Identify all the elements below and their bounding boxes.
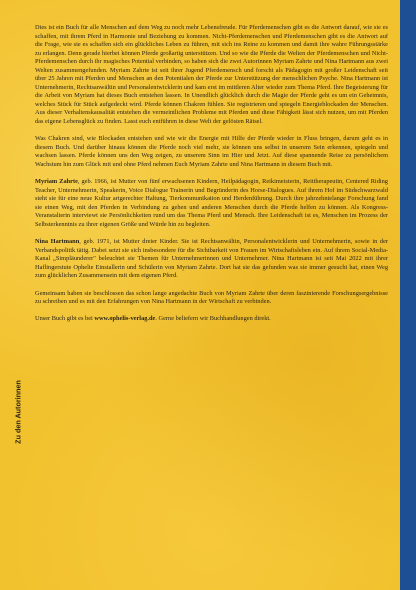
author-bio-zahrte bbox=[35, 178, 388, 229]
section-label bbox=[12, 352, 24, 472]
author-name-hartmann: Nina Hartmann bbox=[35, 238, 80, 245]
author-bio-hartmann bbox=[35, 238, 388, 281]
order-prefix: Unser Buch gibt es bei bbox=[35, 314, 95, 322]
cover-spine bbox=[400, 0, 416, 590]
closing-paragraph: Gemeinsam haben sie beschlossen das schon lange angedachte Buch von Myriam Zahrte über deren faszinierende Forschungsergebnisse zu schreiben und es mit den Erfahrungen von Nina Hartmann in der Wirtschaft zu verbinden. bbox=[35, 289, 388, 305]
order-info bbox=[35, 315, 388, 324]
author-text-zahrte: , geb. 1966, ist Mutter von fünf erwachsenen Kindern, Heilpädagogin, Reikimeisterin, Reittherapeutin, Centered Riding Teacher, Unternehmerin, Speakerin, Voice Dialogue Trainerin und Begründerin des Horse-Dialogues. Auf ihrem Hof im Südschwarzwald steht sie für eine neue Kultur artgerechter Haltung, Tierkommunikation und Herdenführung. Durch ihre jahrzehntelange Forschung fand sie einen Weg, mit den Pferden in Verbindung zu gehen und anderen Menschen durch die Pferde helfen zu können. Als Kongress-Veranstalterin interviewt sie Persönlichkeiten rund um das Thema Pferd und Mensch. Ihre Leidenschaft ist es, Menschen im Prozess der Selbsterkenntnis zu ihrer eigenen Größe und Würde hin zu begleiten. bbox=[35, 178, 388, 228]
intro-paragraph-1: Dies ist ein Buch für alle Menschen auf dem Weg zu noch mehr Lebensfreude. Für Pferdemenschen gibt es die Antwort darauf, wie sie es schaffen, mit ihrem Pferd in Harmonie und Beziehung zu kommen. Nicht-Pferdemenschen und Pferdemenschen gibt es die Antwort auf die Frage, wie sie es schaffen sich ein glückliches Leben zu führen, mit sich ins Reine zu kommen und damit ihre wahre Führungsstärke zu erlangen. Denn gerade hierbei können Pferde großartig unterstützen. Und so wie die Pferde die Welten der Pferdemenschen und Nicht-Pferdemenschen durch ihr magisches Potential verbinden, so haben sich die zwei Autorinnen Myriam Zahrte und Nina Hartmann aus zwei Welten zusammengefunden. Myriam Zahrte ist seit ihrer Jugend Pferdemensch und forscht als Pädagogin mit großer Leidenschaft seit über 25 Jahren mit Pferden und Menschen an den Potentialen der Pferde zur Unterstützung der menschlichen Psyche. Nina Hartmann ist Unternehmerin, Rechtsanwältin und Personalentwicklerin und kam erst im mittleren Alter wieder zum Thema Pferd. Ihre Begeisterung für die Arbeit von Myriam hat dieses Buch entstehen lassen. In Unendlich glücklich durch die Magie der Pferde geht es um ein Geheimnis, welches Stück für Stück aufgedeckt wird. Pferde können Chakren fühlen. Sie registrieren und spiegeln Energieblockaden der Menschen. Aus dieser Verhaltenskausalität entstehen die vermeintlichen Probleme mit Pferden und diese Fähigkeit lässt sich nutzen, um mit Pferden das eigene Lebensglück zu finden. Lasst euch entführen in diese Welt der gelösten Rätsel. bbox=[35, 24, 388, 125]
intro-paragraph-2: Was Chakren sind, wie Blockaden entstehen und wie wir die Energie mit Hilfe der Pferde wieder in Fluss bringen, darum geht es in diesem Buch. Und darüber hinaus können die Pferde noch viel mehr, sie können uns selbst in unserem Sein erkennen, spiegeln und wachsen lassen. Pferde können uns den Weg zeigen, zu unserem Sinn im Hier und Jetzt. Auf diese spannende Reise zu persönlichem Wachstum hin zum Glück mit und ohne Pferd nehmen Euch Myriam Zahrte und Nina Hartmann in diesem Buch mit. bbox=[35, 135, 388, 168]
publisher-link[interactable]: www.ophelis-verlag.de bbox=[94, 314, 156, 322]
author-name-zahrte: Myriam Zahrte bbox=[35, 178, 78, 185]
author-text-hartmann: , geb. 1971, ist Mutter dreier Kinder. Sie ist Rechtsanwältin, Personalentwicklerin und Unternehmerin, sowie in der Verbandspolitik tätig. Dabei setzt sie sich insbesondere für die Sichtbarkeit von Frauen im Wirtschaftsleben ein. Auf ihrem Social-Media-Kanal „Simpläunderer" beleuchtet sie Themen für Unternehmerinnen und Unternehmer. Nina Hartmann ist seit Mai 2022 mit ihrer Haflingerstute Ophelie Einstallerin und Schülerin von Myriam Zahrte. Dort hat sie das gefunden was sie immer gesucht hat, einen Weg zum glücklichen Zusammensein mit dem eigenen Pferd. bbox=[35, 238, 388, 279]
back-cover-text bbox=[35, 24, 388, 332]
order-suffix: . Gerne beliefern wir Buchhandlungen direkt. bbox=[155, 314, 271, 322]
section-label-text: Zu den Autorinnen bbox=[13, 380, 23, 444]
